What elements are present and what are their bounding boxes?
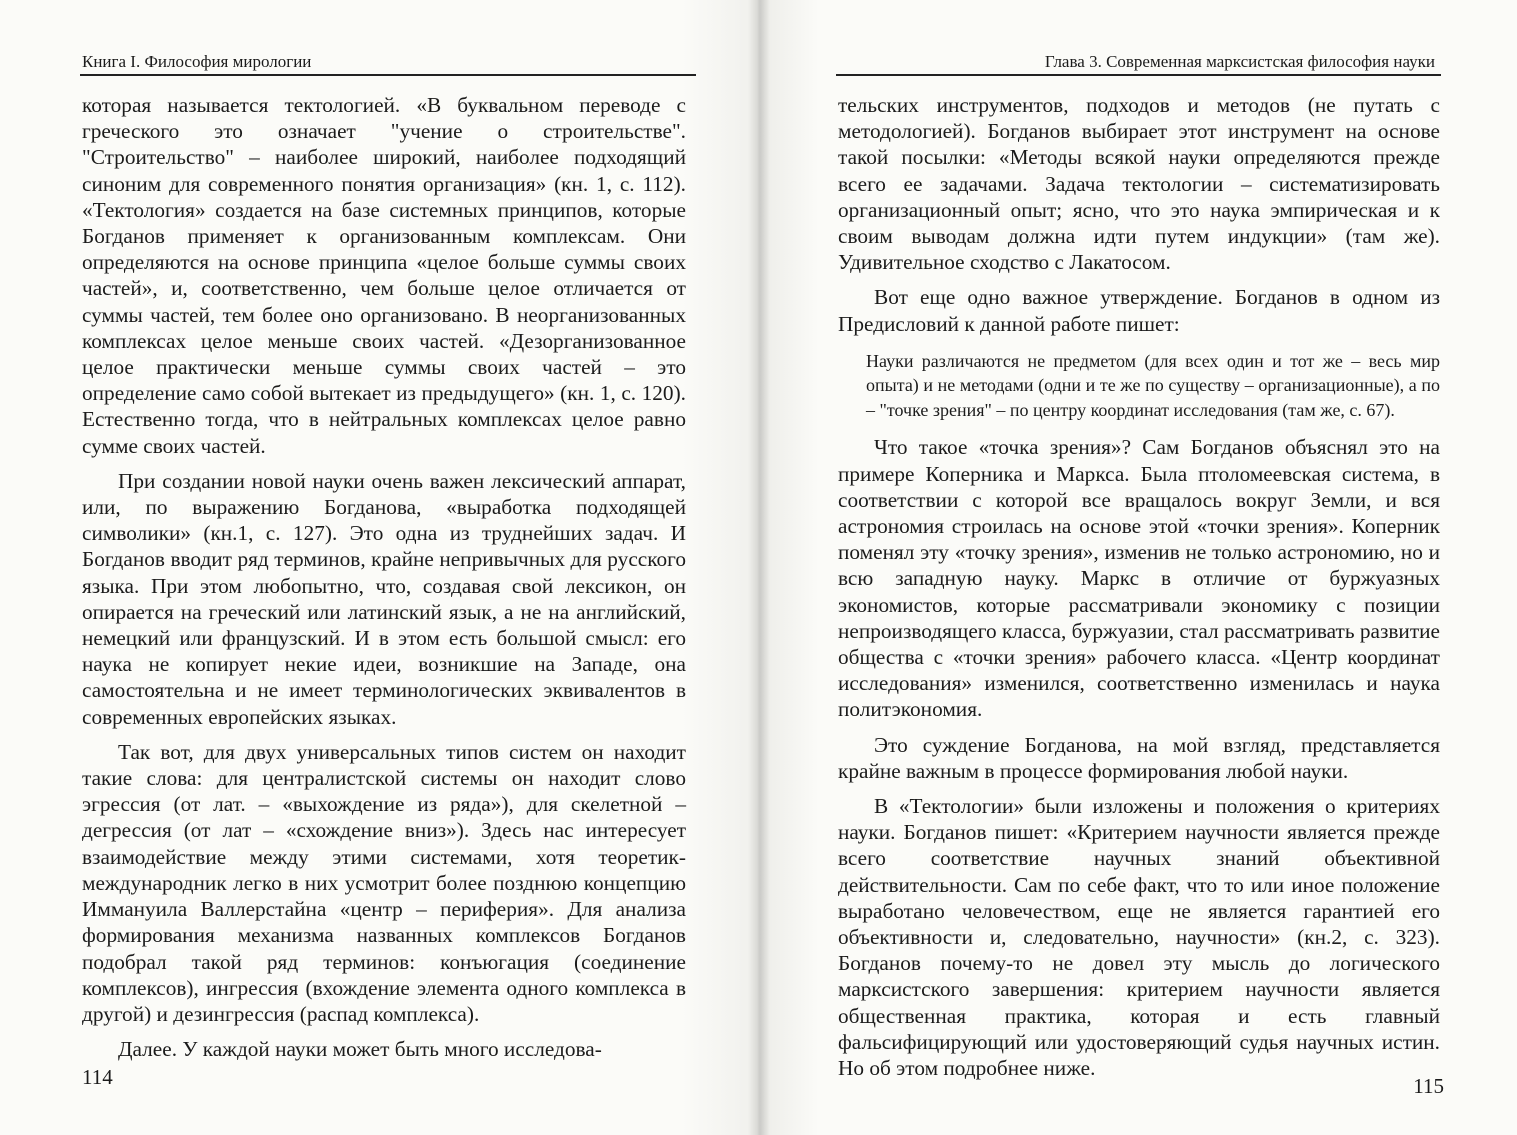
left-page-number: 114 xyxy=(82,1065,113,1089)
left-paragraph-2: При создании новой науки очень важен лексический аппарат, или, по выражению Богданова, «выработка подходящей символики» (кн.1, с. 127). Это одна из труднейших задач. И Богданов вводит ряд терминов, крайне непривычных для русского языка. При этом любопытно, что, создавая свой лексикон, он опирается на греческий или латинский язык, а не на английский, немецкий или французский. И в этом есть большой смысл: его наука не копирует некие идеи, возникшие на Западе, она самостоятельна и не имеет терминологических эквивалентов в современных европейских языках. xyxy=(82,468,686,729)
left-paragraph-4: Далее. У каждой науки может быть много исследова- xyxy=(118,1037,602,1062)
left-page xyxy=(0,0,758,1135)
right-page-number: 115 xyxy=(1413,1074,1444,1098)
right-paragraph-2: Вот еще одно важное утверждение. Богданов в одном из Предисловий к данной работе пишет: xyxy=(838,285,1440,336)
right-paragraph-5: В «Тектологии» были изложены и положения о критериях науки. Богданов пишет: «Критерием научности является прежде всего соответствие научных знаний объективной действительности. Сам по себе факт, что то или иное положение выработано человечеством, еще не является гарантией его объективности и, следовательно, научности» (кн.2, с. 323). Богданов почему-то не довел эту мысль до логического марксистского завершения: критерием научности является общественная практика, которая и есть главный фальсифицирующий или удостоверяющий судья научных истин. Но об этом подробнее ниже. xyxy=(838,793,1440,1080)
right-paragraph-1: тельских инструментов, подходов и методов (не путать с методологией). Богданов выбирает этот инструмент на основе такой посылки: «Методы всякой науки определяются прежде всего ее задачами. Задача тектологии – систематизировать организационный опыт; ясно, что это наука эмпирическая и к своим выводам должна идти путем индукции» (там же). Удивительное сходство с Лакатосом. xyxy=(838,93,1440,275)
right-header-rule xyxy=(836,74,1441,76)
left-paragraph-1: которая называется тектологией. «В буквальном переводе с греческого это означает "учение о строительстве". "Строительство" – наиболее широкий, наиболее подходящий синоним для современного понятия организация» (кн. 1, с. 112). «Тектология» создается на базе системных принципов, которые Богданов применяет к организованным комплексам. Они определяются на основе принципа «целое больше суммы своих частей», и, соответственно, чем больше целое отличается от суммы частей, тем более оно организовано. В неорганизованных комплексах целое меньше своих частей. «Дезорганизованное целое практически меньше суммы своих частей – это определение само собой вытекает из предыдущего» (кн. 1, с. 120). Естественно тогда, что в нейтральных комплексах целое равно сумме своих частей. xyxy=(82,93,686,458)
left-body-text xyxy=(82,92,686,1071)
left-header-rule xyxy=(80,74,696,76)
left-running-head: Книга I. Философия мирологии xyxy=(82,52,312,71)
right-running-head: Глава 3. Современная марксистская философия науки xyxy=(1044,52,1435,71)
right-page xyxy=(758,0,1517,1135)
block-quote: Науки различаются не предметом (для всех один и тот же – весь мир опыта) и не методами (одни и те же по существу – организационные), а по – "точке зрения" – по центру координат исследования (там же, с. 67). xyxy=(866,350,1440,420)
right-paragraph-3: Что такое «точка зрения»? Сам Богданов объяснял это на примере Коперника и Маркса. Была птоломеевская система, в соответствии с которой все вращалось вокруг Земли, и вся астрономия строилась на основе этой «точки зрения». Коперник поменял эту «точку зрения», изменив не только астрономию, но и всю западную науку. Маркс в отличие от буржуазных экономистов, которые рассматривали экономику с позиции непроизводящего класса, буржуазии, стал рассматривать развитие общества с «точки зрения» рабочего класса. «Центр координат исследования» изменился, соответственно изменилась и наука политэкономия. xyxy=(838,435,1440,722)
right-body-text xyxy=(838,92,1440,1090)
left-paragraph-3: Так вот, для двух универсальных типов систем он находит такие слова: для централистской системы он находит слово эгрессия (от лат. – «выхождение из ряда»), для скелетной – дегрессия (от лат – «схождение вниз»). Здесь нас интересует взаимодействие между этими системами, хотя теоретик-международник легко в них усмотрит более позднюю концепцию Иммануила Валлерстайна «центр – периферия». Для анализа формирования механизма названных комплексов Богданов подобрал такой ряд терминов: конъюгация (соединение комплексов), ингрессия (вхождение элемента одного комплекса в другой) и дезингрессия (распад комплекса). xyxy=(82,739,686,1026)
book-gutter-shadow xyxy=(748,0,770,1135)
right-paragraph-4: Это суждение Богданова, на мой взгляд, представляется крайне важным в процессе формирования любой науки. xyxy=(838,732,1440,783)
